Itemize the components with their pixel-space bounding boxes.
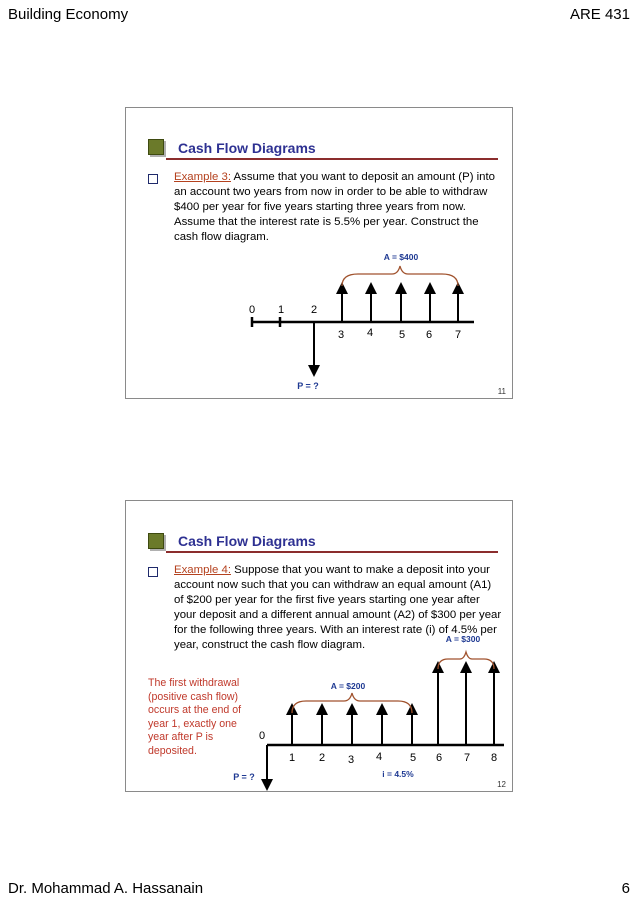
period-label-2: 2 bbox=[318, 752, 326, 764]
slide-12 bbox=[125, 500, 513, 792]
period-label-0: 0 bbox=[248, 304, 256, 316]
interest-rate-label: i = 4.5% bbox=[382, 769, 414, 779]
period-label-1: 1 bbox=[288, 752, 296, 764]
slide-11 bbox=[125, 107, 513, 399]
period-label-5: 5 bbox=[398, 329, 406, 341]
period-label-7: 7 bbox=[463, 752, 471, 764]
example-text: Suppose that you want to make a deposit into your account now such that you can withdraw an equal amount (A1) of $200 per year for the first five years starting one year after your deposit and a different annual amount (A2) of $300 per year for the following three years. With an interest rate (i) of 4.5% per year, construct the cash flow diagram. bbox=[174, 564, 502, 651]
annuity-brace bbox=[342, 266, 458, 286]
period-label-6: 6 bbox=[435, 752, 443, 764]
period-label-6: 6 bbox=[425, 329, 433, 341]
period-label-0: 0 bbox=[258, 730, 266, 742]
annuity2-label: A = $300 bbox=[445, 634, 481, 644]
present-value-label: P = ? bbox=[297, 381, 319, 391]
timeline-axis bbox=[252, 317, 474, 327]
period-label-4: 4 bbox=[375, 751, 383, 763]
period-label-4: 4 bbox=[366, 327, 374, 339]
footer-right: 6 bbox=[621, 880, 630, 897]
period-label-3: 3 bbox=[347, 754, 355, 766]
example-text: Assume that you want to deposit an amount (P) into an account two years from now in order to be able to withdraw $400 per year for five years starting three years from now. Assume that the interest rate is 5.5% per year. Construct the cash flow diagram. bbox=[174, 171, 496, 243]
example-label: Example 3: bbox=[174, 171, 231, 183]
period-label-7: 7 bbox=[454, 329, 462, 341]
period-label-8: 8 bbox=[490, 752, 498, 764]
period-label-5: 5 bbox=[409, 752, 417, 764]
cash-flow-diagram-1 bbox=[126, 108, 514, 400]
slide-title: Cash Flow Diagrams bbox=[178, 533, 316, 549]
header-left: Building Economy bbox=[8, 6, 129, 23]
annuity-brace-2 bbox=[438, 652, 494, 669]
footer-left: Dr. Mohammad A. Hassanain bbox=[8, 880, 204, 897]
period-label-2: 2 bbox=[310, 304, 318, 316]
present-value-label: P = ? bbox=[233, 772, 255, 782]
slide-title: Cash Flow Diagrams bbox=[178, 140, 316, 156]
period-label-1: 1 bbox=[277, 304, 285, 316]
header-right: ARE 431 bbox=[569, 6, 630, 23]
slide-page-number: 11 bbox=[497, 387, 506, 396]
annuity-label: A = $400 bbox=[383, 252, 419, 262]
slide-page-number: 12 bbox=[497, 780, 506, 789]
example-label: Example 4: bbox=[174, 564, 231, 576]
annuity1-label: A = $200 bbox=[330, 681, 366, 691]
cash-flow-diagram-2 bbox=[126, 501, 514, 793]
explanatory-note: The first withdrawal (positive cash flow) occurs at the end of year 1, exactly one year after P is deposited. bbox=[148, 677, 242, 757]
period-label-3: 3 bbox=[337, 329, 345, 341]
